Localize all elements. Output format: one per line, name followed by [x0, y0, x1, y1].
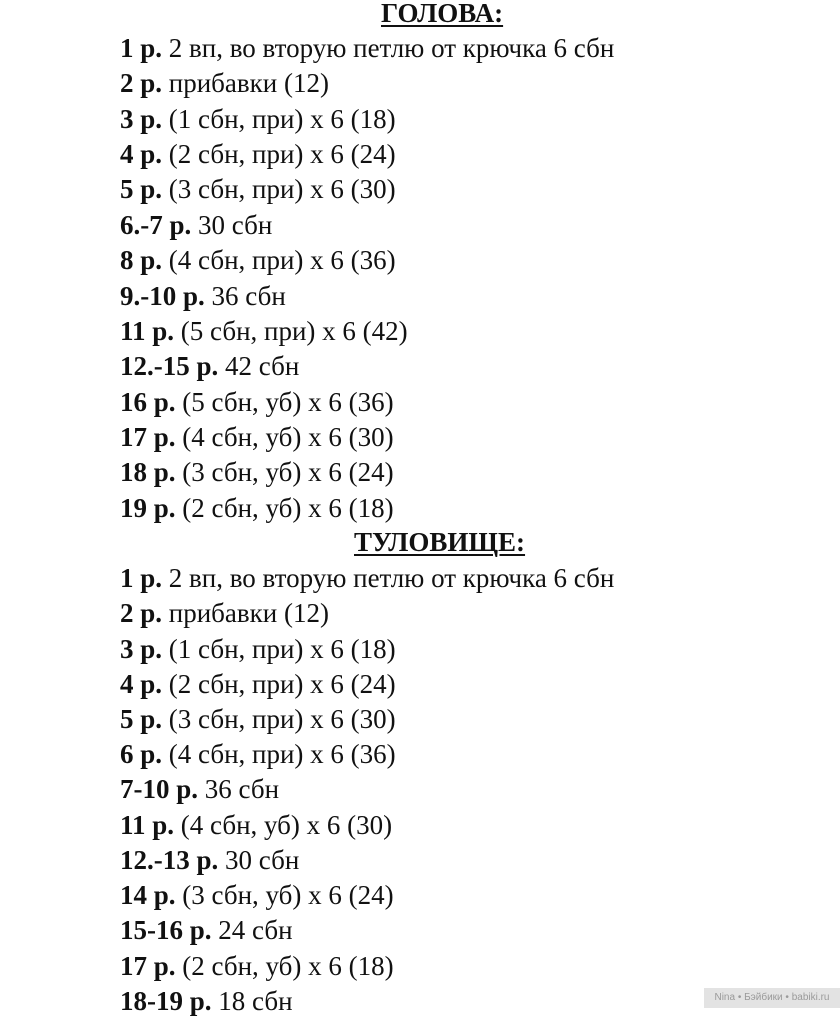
row-number: 17 р. [120, 422, 176, 452]
row-instruction: 2 вп, во вторую петлю от крючка 6 сбн [168, 33, 615, 63]
row-number: 18 р. [120, 457, 176, 487]
pattern-row [120, 103, 396, 135]
row-instruction: (4 сбн, уб) х 6 (30) [180, 810, 393, 840]
pattern-row [120, 633, 396, 665]
pattern-row [120, 950, 394, 982]
row-instruction: прибавки (12) [168, 598, 329, 628]
section-title-body: ТУЛОВИЩЕ: [354, 527, 526, 557]
section-title-head: ГОЛОВА: [381, 0, 504, 28]
pattern-row [120, 280, 286, 312]
pattern-row [120, 809, 392, 841]
row-instruction: (2 сбн, уб) х 6 (18) [182, 951, 394, 981]
row-instruction: (4 сбн, при) х 6 (36) [168, 245, 396, 275]
row-instruction: (5 сбн, при) х 6 (42) [180, 316, 408, 346]
row-instruction: 30 сбн [198, 210, 273, 240]
pattern-row [120, 244, 396, 276]
pattern-row [120, 985, 293, 1017]
pattern-row [120, 738, 396, 770]
row-instruction: 24 сбн [218, 915, 293, 945]
row-number: 14 р. [120, 880, 176, 910]
row-number: 12.-15 р. [120, 351, 219, 381]
row-number: 4 р. [120, 669, 163, 699]
pattern-row [120, 703, 396, 735]
row-number: 11 р. [120, 810, 175, 840]
pattern-row [120, 914, 293, 946]
row-number: 18-19 р. [120, 986, 212, 1016]
row-instruction: (3 сбн, уб) х 6 (24) [182, 457, 394, 487]
row-instruction: 18 сбн [218, 986, 293, 1016]
row-number: 15-16 р. [120, 915, 212, 945]
pattern-row [120, 350, 299, 382]
row-number: 2 р. [120, 68, 163, 98]
pattern-row [120, 32, 614, 64]
row-number: 12.-13 р. [120, 845, 219, 875]
row-instruction: (3 сбн, при) х 6 (30) [168, 704, 396, 734]
row-instruction: (4 сбн, уб) х 6 (30) [182, 422, 394, 452]
row-instruction: 2 вп, во вторую петлю от крючка 6 сбн [168, 563, 615, 593]
pattern-row [120, 879, 394, 911]
row-instruction: прибавки (12) [168, 68, 329, 98]
row-number: 9.-10 р. [120, 281, 205, 311]
pattern-row [120, 668, 396, 700]
pattern-row [120, 173, 396, 205]
row-number: 3 р. [120, 104, 163, 134]
row-instruction: (3 сбн, при) х 6 (30) [168, 174, 396, 204]
row-number: 1 р. [120, 33, 163, 63]
row-instruction: (1 сбн, при) х 6 (18) [168, 104, 396, 134]
row-instruction: (2 сбн, при) х 6 (24) [168, 669, 396, 699]
row-number: 5 р. [120, 704, 163, 734]
row-number: 8 р. [120, 245, 163, 275]
row-instruction: (2 сбн, при) х 6 (24) [168, 139, 396, 169]
row-number: 7-10 р. [120, 774, 199, 804]
row-instruction: 30 сбн [225, 845, 300, 875]
row-number: 4 р. [120, 139, 163, 169]
row-instruction: (4 сбн, при) х 6 (36) [168, 739, 396, 769]
pattern-row [120, 386, 394, 418]
row-instruction: (2 сбн, уб) х 6 (18) [182, 493, 394, 523]
watermark: Nina • Бэйбики • babiki.ru [704, 988, 840, 1008]
pattern-row [120, 597, 329, 629]
row-number: 1 р. [120, 563, 163, 593]
pattern-row [120, 562, 614, 594]
pattern-row [120, 421, 394, 453]
pattern-row [120, 456, 394, 488]
pattern-row [120, 844, 299, 876]
row-number: 3 р. [120, 634, 163, 664]
row-number: 6 р. [120, 739, 163, 769]
row-number: 5 р. [120, 174, 163, 204]
pattern-row [120, 138, 396, 170]
row-instruction: 36 сбн [204, 774, 280, 804]
row-number: 11 р. [120, 316, 175, 346]
row-number: 16 р. [120, 387, 176, 417]
row-instruction: (3 сбн, уб) х 6 (24) [182, 880, 394, 910]
row-instruction: (1 сбн, при) х 6 (18) [168, 634, 396, 664]
row-number: 19 р. [120, 493, 176, 523]
row-number: 17 р. [120, 951, 176, 981]
pattern-row [120, 492, 394, 524]
row-instruction: 42 сбн [225, 351, 300, 381]
row-instruction: (5 сбн, уб) х 6 (36) [182, 387, 394, 417]
pattern-row [120, 209, 272, 241]
pattern-row [120, 315, 408, 347]
pattern-row [120, 773, 279, 805]
row-instruction: 36 сбн [211, 281, 286, 311]
pattern-row [120, 67, 329, 99]
row-number: 2 р. [120, 598, 163, 628]
row-number: 6.-7 р. [120, 210, 192, 240]
